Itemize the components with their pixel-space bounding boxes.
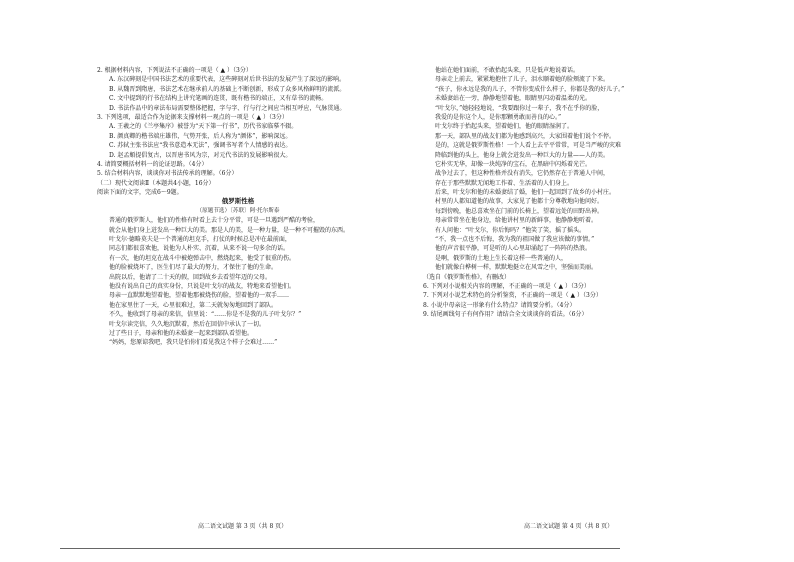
story-paragraph-line: 是的，这就是俄罗斯性格！一个人看上去平平常常，可是当严峻的灾难 (435, 142, 622, 150)
story-title: 俄罗斯性格 (221, 197, 255, 206)
story-paragraph-line: 他们就像白桦树一样，默默地挺立在风雪之中，坚强而美丽。 (435, 264, 598, 272)
story-paragraph-line: 他站在她们面前，不敢抬起头来，只是低声地说着话。 (435, 67, 580, 74)
story-paragraph-line: 7. 下列对小说艺术特色的分析鉴赏，不正确的一项是（ ▲ ）（3分） (423, 292, 602, 300)
story-paragraph-line: 普通的俄罗斯人，他们的性格有时看上去十分平常，可是一旦遇到严酷的考验， (109, 217, 320, 225)
story-paragraph-line: “叶戈尔，”她轻轻地说，“我要跟你过一辈子，我不在乎你的脸， (435, 104, 604, 112)
story-paragraph-line: 母亲一直默默地望着他，望着他那被烧伤的脸，望着他的一双手…… (109, 292, 290, 300)
story-paragraph-line: 不久，他收到了母亲的来信，信里说：“……你是不是我的儿子叶戈尔？” (109, 311, 302, 319)
question-line: 3. 下列选项，最适合作为论据来支撑材料一观点的一项是（ ▲ ）（3分） (97, 113, 288, 121)
story-paragraph-line: 未婚妻站在一旁，静静地望着他，眼睛里闪动着温柔的光。 (435, 95, 592, 103)
question-line: 4. 请简要概括材料一的论证思路。（4分） (97, 160, 208, 168)
story-paragraph-line: 母亲走上前去，紧紧地抱住了儿子，泪水顺着她的脸颊流了下来。 (435, 76, 610, 84)
left-column (97, 66, 379, 348)
story-paragraph-line: 他没有说出自己的真实身份，只说是叶戈尔的战友，特地来看望他们。 (109, 282, 296, 290)
question-line: B. 颜真卿的楷书端庄雄伟，气势开张，后人称为“颜体”，影响深远。 (109, 132, 292, 140)
story-paragraph-line: 后来，叶戈尔和他的未婚妻结了婚，他们一起回到了故乡的小村庄。 (435, 189, 616, 197)
story-paragraph-line: 出院以后，他请了二十天的假，回到故乡去看望年迈的父母。 (109, 273, 272, 281)
story-paragraph-line: 降临到他的头上，他身上就会迸发出一种巨大的力量——人的美。 (435, 151, 610, 159)
question-line: C. 文中提到的行书在结构上讲究笔画的连贯，既有楷书的端正，又有草书的流畅。 (109, 95, 328, 103)
story-paragraph-line: 它朴实无华，却像一块纯净的宝石，在黑暗中闪烁着光芒。 (435, 160, 592, 168)
story-paragraph-line: “孩子，你永远是我的儿子，不管你变成什么样子，你都是我的好儿子。” (435, 85, 625, 93)
story-paragraph-line: 8. 小说中母亲这一形象有什么特点？请简要分析。（4分） (423, 301, 576, 309)
page-footer-left: 高二语文试题 第 3 页（共 8 页） (198, 523, 288, 530)
question-line: 阅读下面的文字，完成6～9题。 (97, 189, 183, 197)
question-line: A. 王羲之的《兰亭集序》被誉为“天下第一行书”，历代书家临摹不辍。 (109, 123, 298, 131)
question-line: B. 从魏晋到隋唐，书法艺术在继承前人的基础上不断创新，形成了众多风格鲜明的流派。 (109, 85, 346, 93)
story-paragraph-line: 6. 下列对小说相关内容的理解，不正确的一项是（ ▲ ）（3分） (423, 282, 590, 290)
question-line: C. 苏轼主张书法应“我书意造本无法”，强调书写者个人情感的表达。 (109, 142, 292, 150)
story-paragraph-line: 那一天，部队里的战友们都为他感到高兴，大家围着他们说个不停。 (435, 132, 616, 140)
right-column (423, 66, 707, 320)
story-paragraph-line: 有一次，他的坦克在战斗中被炮弹击中，燃烧起来，他受了很重的伤。 (109, 254, 296, 262)
story-paragraph-line: 有人问他：“叶戈尔，你后悔吗？”他笑了笑，摇了摇头。 (435, 226, 586, 234)
story-paragraph-line: 叶戈尔读完信，久久地沉默着，然后在回信中承认了一切。 (109, 320, 266, 328)
story-paragraph-line: 9. 结尾画线句子有何作用？请结合全文谈谈你的看法。（6分） (423, 311, 588, 319)
story-paragraph-line: 村里的人都知道他的故事，大家见了他都十分尊敬地向他问好。 (435, 198, 604, 206)
story-paragraph-line: 叶戈尔终于抬起头来，望着她们，他的眼睛湿润了。 (435, 123, 574, 131)
bottom-divider (60, 548, 620, 549)
question-line: D. 书法作品中的章法布局需要整体把握，字与字、行与行之间应当相互呼应，气脉贯通。 (109, 104, 346, 112)
story-paragraph-line: 他在家里住了一天，心里很难过，第二天就匆匆地回到了部队。 (109, 301, 278, 309)
story-paragraph-line: 叶戈尔·德略莫夫是一个普通的坦克手，打仗的时候总是冲在最前面， (109, 236, 291, 244)
story-paragraph-line: “妈妈，您原谅我吧，我只是怕你们看见我这个样子会难过……” (109, 339, 278, 347)
story-paragraph-line: （选自《俄罗斯性格》，有删改） (423, 273, 511, 281)
question-line: 5. 结合材料内容，谈谈你对书法传承的理解。（6分） (97, 170, 238, 178)
story-paragraph-line: 他的声音很平静，可是听的人心里却涌起了一阵阵的热浪。 (435, 245, 592, 253)
story-paragraph-line: 是啊，俄罗斯的土地上生长着这样一些普通的人， (435, 254, 568, 262)
story-subtitle: （原题节选）〔苏联〕阿·托尔斯泰 (196, 207, 280, 214)
story-paragraph-line: 母亲常常坐在他身边，给他讲村里的新鲜事，他静静地听着。 (435, 217, 598, 225)
question-line: D. 赵孟頫提倡复古，以晋唐书风为宗，对元代书法的发展影响很大。 (109, 151, 292, 159)
story-paragraph-line: 存在于那些默默无闻地工作着、生活着的人们身上。 (435, 179, 574, 187)
story-paragraph-line: 同志们都很喜欢他，说他为人朴实、沉着，从来不说一句多余的话。 (109, 245, 290, 253)
story-paragraph-line: 他的脸被烧坏了，医生们尽了最大的努力，才保住了他的生命。 (109, 264, 278, 272)
question-line: 2. 根据材料内容，下列说法不正确的一项是（ ▲ ）（3分） (97, 67, 252, 74)
story-paragraph-line: “不，我一点也不后悔，我为我的祖国做了我应该做的事情。” (435, 236, 595, 244)
story-paragraph-line: 就会从他们身上迸发出一种巨大的美。那是人的美，是一种力量，是一种不可摧毁的东西。 (109, 226, 350, 234)
story-paragraph-line: 每到傍晚，他总喜欢坐在门前的长椅上，望着远处的田野出神。 (435, 207, 604, 215)
story-paragraph-line: 过了些日子，母亲和他的未婚妻一起来到部队看望他。 (109, 329, 254, 337)
left-question-lines (97, 66, 379, 197)
story-paragraph-line: 战争过去了，但这种性格并没有消失，它仍然存在于普通人中间， (435, 170, 610, 178)
question-line: （二）现代文阅读Ⅱ（本题共4小题，16分） (97, 179, 215, 187)
question-line: A. 东汉碑刻是中国书法艺术的重要代表，这些碑刻对后世书法的发展产生了深远的影响。 (109, 76, 346, 84)
page-footer-right: 高二语文试题 第 4 页（共 8 页） (524, 523, 614, 530)
story-paragraph-line: 我爱的是你这个人，是你那颗勇敢而善良的心。” (435, 113, 562, 121)
story-body (97, 216, 379, 347)
right-body (423, 66, 707, 320)
